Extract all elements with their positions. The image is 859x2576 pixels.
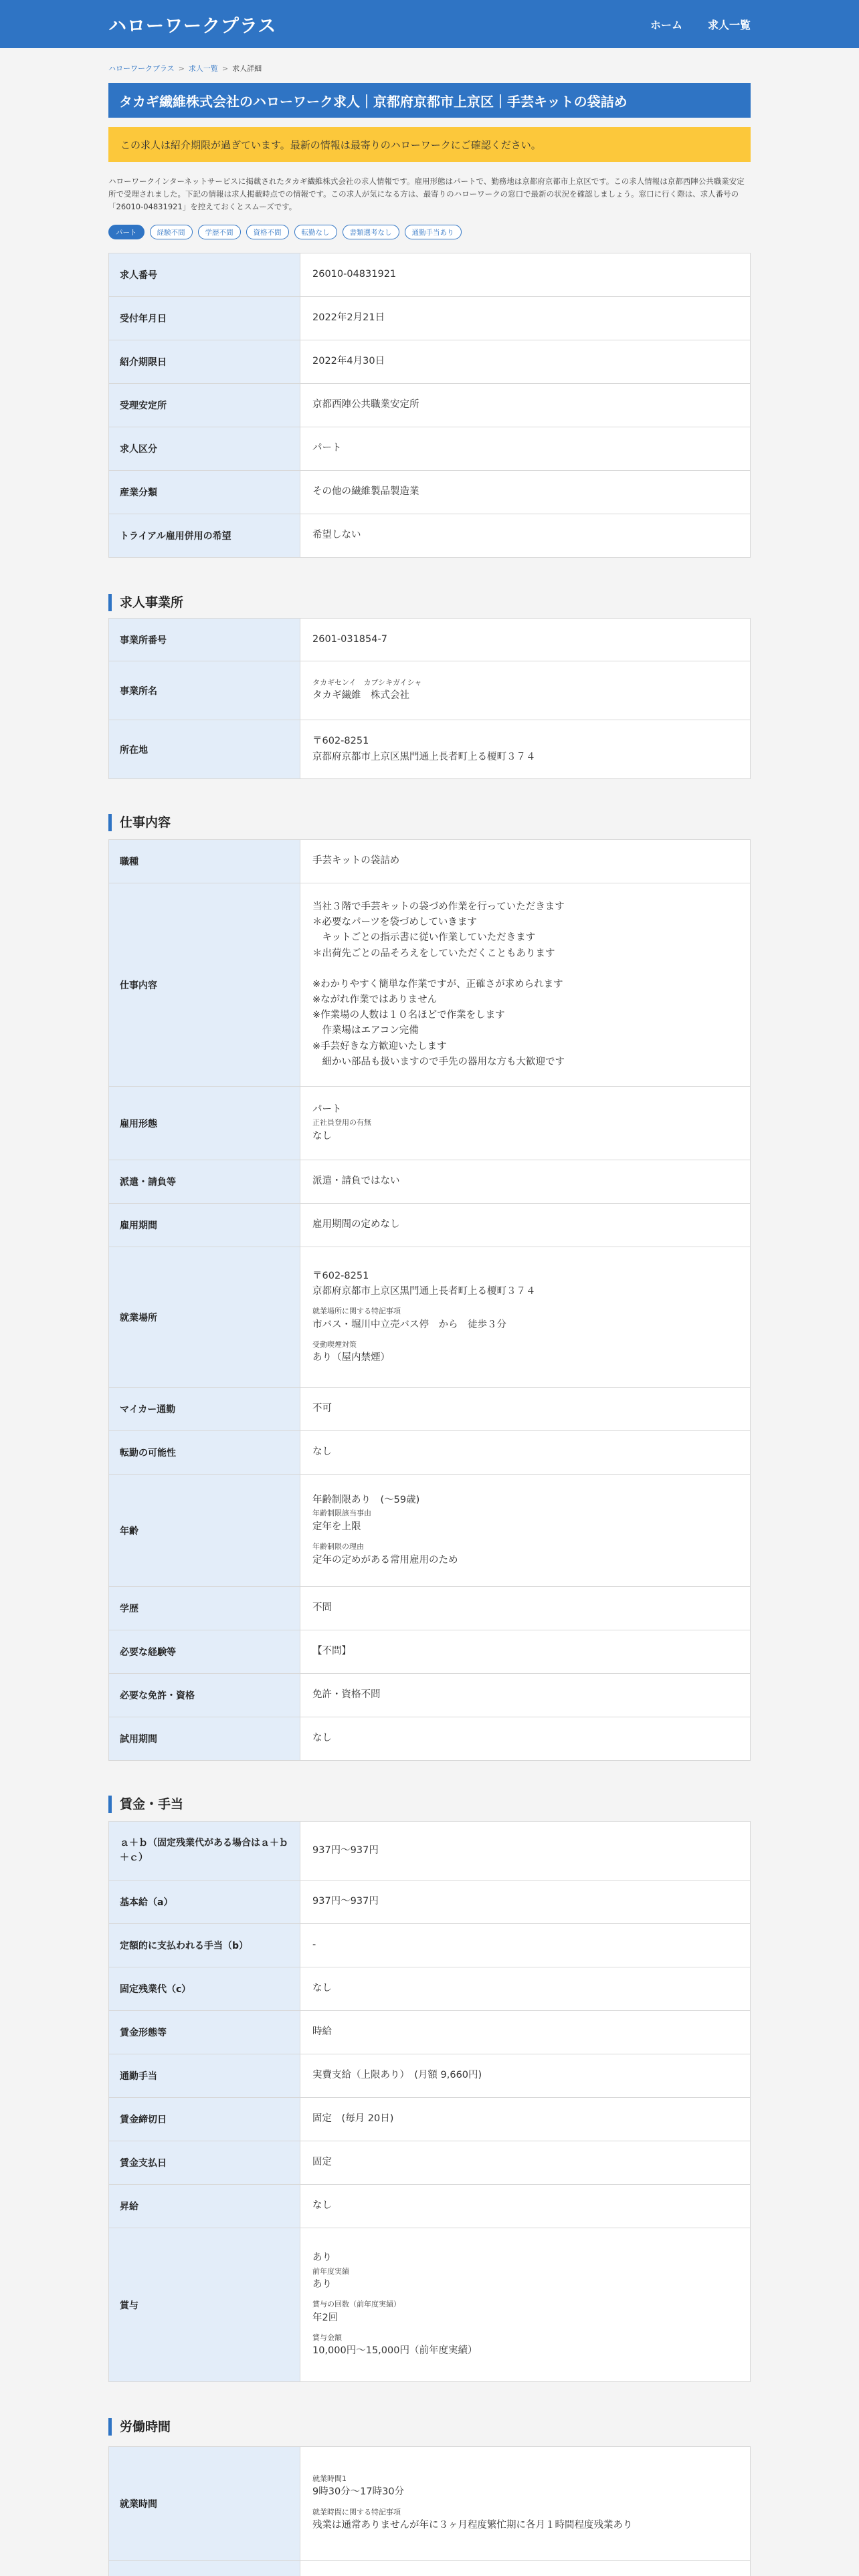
row-label: 必要な免許・資格 [109,1674,300,1717]
job-number: 26010-04831921 [300,253,751,297]
row-label: 事業所番号 [109,619,300,661]
table-row [109,2447,751,2561]
tag-no-license: 資格不問 [246,225,289,239]
row-label: 就業場所 [109,1247,300,1388]
table-row [109,2054,751,2098]
row-label: 試用期間 [109,1717,300,1761]
table-row [109,1431,751,1475]
bonus-prev: あり [312,2279,332,2290]
table-row [109,619,751,661]
row-label: 産業分類 [109,471,300,514]
site-logo[interactable]: ハローワークプラス [108,15,277,37]
age-cell [300,1475,751,1587]
row-label: 必要な経験等 [109,1630,300,1674]
job-content-line: 当社３階で手芸キットの袋づめ作業を行っていただきます [312,901,565,913]
row-label: 固定残業代（c） [109,1967,300,2011]
industry: その他の繊維製品製造業 [300,471,751,514]
row-label: 年齢 [109,1475,300,1587]
row-label: 派遣・請負等 [109,1160,300,1204]
row-label [109,2561,300,2576]
workplace-address: 京都府京都市上京区黒門通上長者町上る榎町３７４ [312,1285,536,1297]
tag-no-transfer: 転勤なし [294,225,337,239]
job-content-line: ※手芸好きな方歓迎いたします [312,1041,447,1052]
table-row [109,883,751,1087]
row-label: 学歴 [109,1587,300,1630]
table-row [109,1630,751,1674]
row-label: 受付年月日 [109,297,300,340]
expired-notice: この求人は紹介期限が過ぎています。最新の情報は最寄りのハローワークにご確認ください。 [108,127,751,162]
office-postal: 〒602-8251 [312,736,369,747]
page-title: タカギ繊維株式会社のハローワーク求人｜京都府京都市上京区｜手芸キットの袋詰め [108,83,751,118]
work-time-sub-label: 就業時間1 [312,2474,347,2483]
tag-no-document-screening: 書類選考なし [343,225,399,239]
table-row [109,1587,751,1630]
table-row [109,1475,751,1587]
office-name: タカギ繊維 株式会社 [312,690,409,702]
table-row [109,1674,751,1717]
table-row [109,2011,751,2054]
site-header [0,0,859,48]
wage-table [108,1821,751,2382]
table-row [109,1822,751,1881]
row-label: 求人番号 [109,253,300,297]
work-note-sub-label: 就業時間に関する特記事項 [312,2507,401,2516]
office-table [108,618,751,779]
row-label: 受理安定所 [109,384,300,427]
workplace-cell [300,1247,751,1388]
table-row [109,1924,751,1967]
employment-type: パート [312,1104,342,1115]
fixed-allowance: - [300,1924,751,1967]
basic-info-table [108,253,751,558]
job-content-line: ＊必要なパーツを袋づめしていきます [312,917,477,928]
row-label: 就業時間 [109,2447,300,2561]
pay-raise: なし [300,2185,751,2228]
education: 不問 [300,1587,751,1630]
global-nav [650,17,751,32]
table-row [109,1967,751,2011]
smoking-policy: あり（屋内禁煙） [312,1352,390,1364]
smoking-sub-label: 受動喫煙対策 [312,1339,357,1349]
row-label: 紹介期限日 [109,340,300,384]
job-content-line: 作業場はエアコン完備 [312,1025,419,1037]
section-heading-hours: 労働時間 [108,2418,751,2436]
office-number: 2601-031854-7 [300,619,751,661]
section-heading-wage: 賃金・手当 [108,1796,751,1813]
age-limit: 年齢制限あり (〜59歳) [312,1495,420,1506]
table-row [109,384,751,427]
regular-sub-label: 正社員登用の有無 [312,1118,371,1128]
wage-cutoff: 固定 (毎月 20日) [300,2098,751,2141]
row-label: 雇用形態 [109,1087,300,1160]
table-row [109,1160,751,1204]
breadcrumb-home[interactable]: ハローワークプラス [108,64,175,73]
section-heading-office: 求人事業所 [108,594,751,611]
row-label: 通勤手当 [109,2054,300,2098]
table-row [109,720,751,779]
job-content-line: 細かい部品も扱いますので手先の器用な方も大歓迎です [312,1056,565,1067]
employment-period: 雇用期間の定めなし [300,1204,751,1247]
table-row [109,2228,751,2382]
nav-home-link[interactable]: ホーム [650,18,682,31]
work-note: 残業は通常ありませんが年に３ヶ月程度繁忙期に各月１時間程度残業あり [312,2520,633,2531]
table-row [109,1204,751,1247]
bonus-cell [300,2228,751,2382]
table-row [109,661,751,720]
table-row [109,1087,751,1160]
row-label: 所在地 [109,720,300,779]
workplace-note: 市バス・堀川中立売バス停 から 徒歩３分 [312,1319,506,1330]
bonus-amount: 10,000円〜15,000円（前年度実績） [312,2345,478,2357]
trial-employment: 希望しない [300,514,751,558]
bonus-count-sub-label: 賞与の回数（前年度実績） [312,2300,401,2309]
nav-job-list-link[interactable]: 求人一覧 [707,18,751,31]
table-row [109,514,751,558]
row-label: トライアル雇用併用の希望 [109,514,300,558]
job-content-line: ※わかりやすく簡単な作業ですが、正確さが求められます [312,978,563,990]
expiry-date: 2022年4月30日 [300,340,751,384]
job-content-line: キットごとの指示書に従い作業していただきます [312,932,536,944]
occupation: 手芸キットの袋詰め [300,840,751,883]
wage-form: 時給 [300,2011,751,2054]
tag-no-experience: 経験不問 [150,225,193,239]
job-category: パート [300,427,751,471]
table-row [109,297,751,340]
row-label: 昇給 [109,2185,300,2228]
employment-cell [300,1087,751,1160]
row-label: ａ＋ｂ（固定残業代がある場合はａ＋ｂ＋ｃ） [109,1822,300,1881]
table-row [109,340,751,384]
table-row [109,1247,751,1388]
total-wage: 937円〜937円 [300,1822,751,1881]
office-address: 京都府京都市上京区黒門通上長者町上る榎町３７４ [312,751,536,762]
payday: 固定 [300,2141,751,2185]
age-case-sub-label: 年齢制限該当事由 [312,1509,371,1518]
row-value [300,2561,751,2576]
table-row [109,2098,751,2141]
table-row [109,2141,751,2185]
transfer-possibility: なし [300,1431,751,1475]
table-row [109,427,751,471]
workplace-postal: 〒602-8251 [312,1270,369,1281]
row-label: 事業所名 [109,661,300,720]
received-date: 2022年2月21日 [300,297,751,340]
table-row [109,1717,751,1761]
bonus-amount-sub-label: 賞与金額 [312,2333,342,2342]
row-label: 雇用期間 [109,1204,300,1247]
table-row [109,1881,751,1924]
commute-allowance: 実費支給（上限あり） (月額 9,660円) [300,2054,751,2098]
row-label: 賃金締切日 [109,2098,300,2141]
job-content-line: ※ながれ作業ではありません [312,994,438,1005]
tag-commute-allowance: 通勤手当あり [405,225,462,239]
workplace-note-sub-label: 就業場所に関する特記事項 [312,1307,401,1315]
row-label: 仕事内容 [109,883,300,1087]
bonus-count: 年2回 [312,2312,339,2323]
row-label: 賞与 [109,2228,300,2382]
trial-period: なし [300,1717,751,1761]
age-reason: 定年の定めがある常用雇用のため [312,1554,458,1566]
office-address-cell [300,720,751,779]
row-label: 求人区分 [109,427,300,471]
age-reason-sub-label: 年齢制限の理由 [312,1542,364,1551]
job-content-line: ※作業場の人数は１０名ほどで作業をします [312,1010,505,1021]
table-row [109,471,751,514]
row-label: 賃金形態等 [109,2011,300,2054]
required-license: 免許・資格不問 [300,1674,751,1717]
section-heading-job: 仕事内容 [108,814,751,831]
breadcrumb-job-list[interactable]: 求人一覧 [188,64,218,73]
row-label: 転勤の可能性 [109,1431,300,1475]
row-label: 基本給（a） [109,1881,300,1924]
regular-conversion: なし [312,1130,332,1142]
base-wage: 937円〜937円 [300,1881,751,1924]
dispatch: 派遣・請負ではない [300,1160,751,1204]
breadcrumb-current: 求人詳細 [232,64,262,73]
table-row [109,1388,751,1431]
bonus-prev-sub-label: 前年度実績 [312,2266,349,2276]
bonus: あり [312,2252,332,2264]
row-label: マイカー通勤 [109,1388,300,1431]
tag-no-education: 学歴不問 [198,225,241,239]
table-row [109,2185,751,2228]
feature-tags [108,225,751,241]
breadcrumb: ハローワークプラス > 求人一覧 > 求人詳細 [108,64,262,73]
receiving-office: 京都西陣公共職業安定所 [300,384,751,427]
job-table [108,839,751,1761]
office-name-kana: タカギセンイ カブシキガイシャ [312,677,422,687]
job-content-line: ＊出荷先ごとの品そろえをしていただくこともあります [312,948,555,959]
required-experience: 【不問】 [300,1630,751,1674]
row-label: 定額的に支払われる手当（b） [109,1924,300,1967]
work-time: 9時30分〜17時30分 [312,2486,405,2498]
row-label: 職種 [109,840,300,883]
tag-part-time: パート [108,225,145,239]
work-hours-cell [300,2447,751,2561]
fixed-overtime: なし [300,1967,751,2011]
hours-table [108,2446,751,2576]
job-description-intro: ハローワークインターネットサービスに掲載されたタカギ繊維株式会社の求人情報です。雇用形態はパートで、勤務地は京都府京都市上京区です。この求人情報は京都西陣公共職業安定所で受理されました。下記の情報は求人掲載時点での情報です。この求人が気になる方は、最寄りのハローワークの窓口で最新の状況を確認しましょう。窓口に行く際は、求人番号の「26010-04831921」を控えておくとスムーズです。 [108,177,745,211]
job-content-cell [300,883,751,1087]
age-case: 定年を上限 [312,1521,361,1532]
office-name-cell [300,661,751,720]
table-row [109,840,751,883]
row-label: 賃金支払日 [109,2141,300,2185]
table-row [109,253,751,297]
car-commute: 不可 [300,1388,751,1431]
table-row [109,2561,751,2576]
job-content-line [312,962,738,977]
